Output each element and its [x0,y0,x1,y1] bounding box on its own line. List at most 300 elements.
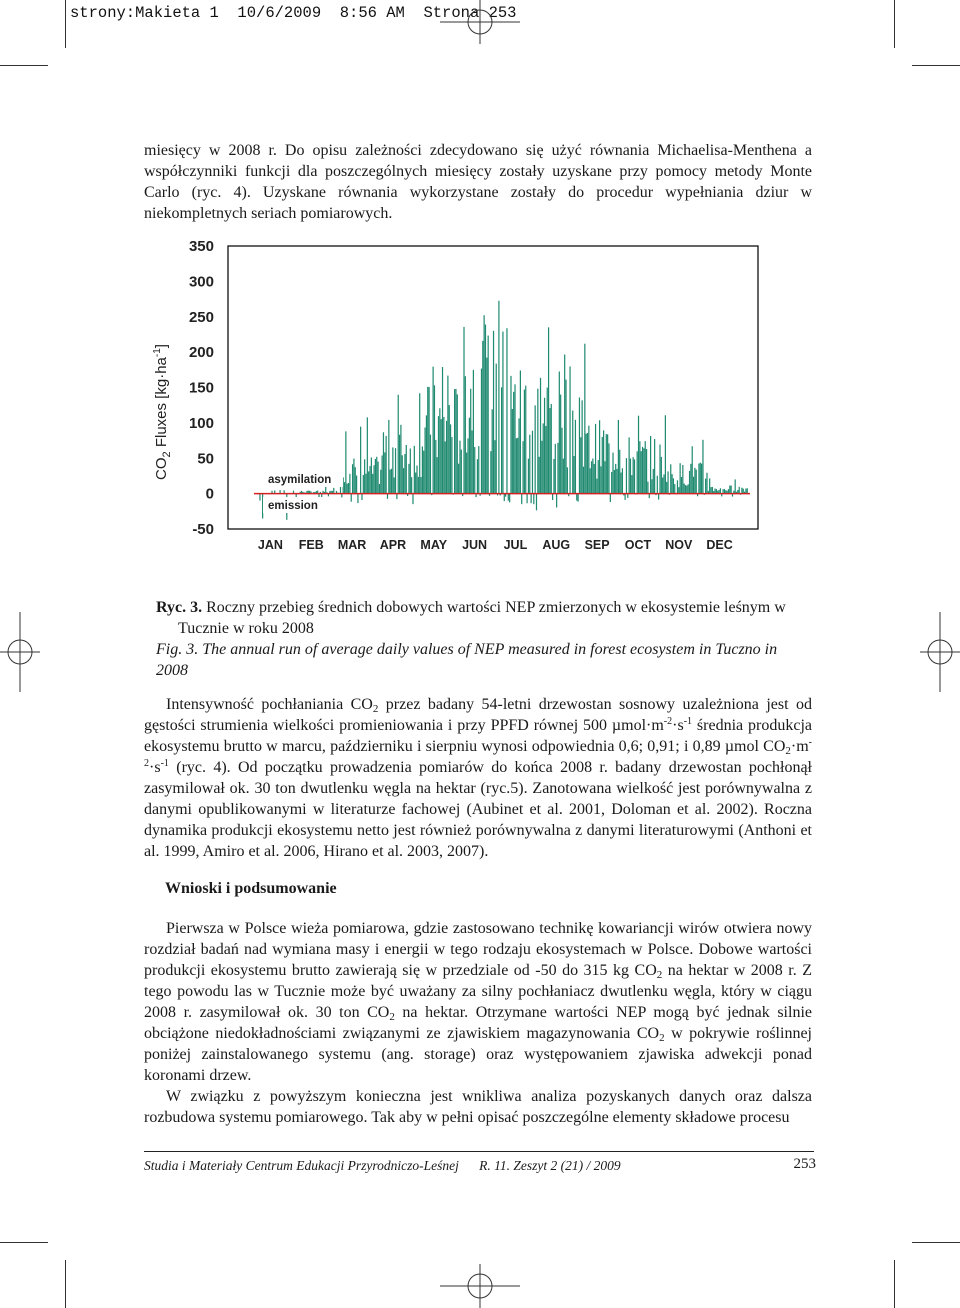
daily-bar [528,459,529,494]
x-tick-label: JUN [462,538,488,552]
daily-bar [461,450,462,494]
daily-bar [741,488,742,494]
daily-bar [665,415,666,493]
daily-bar [379,484,380,494]
daily-bar [663,474,664,493]
y-axis-title [152,344,173,480]
daily-bar [639,441,640,493]
y-axis-title-main: CO [153,457,170,480]
daily-bar [598,460,599,494]
daily-bar [457,394,458,493]
daily-bar [418,477,419,494]
daily-bar [430,435,431,494]
daily-bar [399,435,400,494]
daily-bar [710,487,711,494]
daily-bar [602,437,603,494]
daily-bar [624,494,625,500]
p2-sup-b1: -2 [663,716,673,727]
daily-bar [587,433,588,494]
daily-bar [445,441,446,493]
daily-bar [433,367,434,494]
daily-bar [380,470,381,494]
daily-bar [383,432,384,493]
daily-bar [510,376,511,494]
daily-bar [400,425,401,494]
daily-bar [473,370,474,494]
daily-bar [344,482,345,493]
daily-bar [536,494,537,511]
daily-bar [398,395,399,494]
daily-bar [595,424,596,494]
daily-bar [645,441,646,494]
p2-sub-a: 2 [372,703,379,715]
daily-bar [360,427,361,494]
daily-bar [357,494,358,503]
daily-bar [678,487,679,493]
daily-bar [677,480,678,493]
daily-bar [578,494,579,502]
daily-bar [449,405,450,494]
y-tick-label: 100 [188,414,214,432]
daily-bar [454,389,455,494]
daily-bar [404,454,405,494]
daily-bar [563,459,564,494]
daily-bar [607,434,608,493]
daily-bar [525,386,526,494]
daily-bar [559,372,560,494]
y-tick-label: -50 [192,521,214,538]
p2-part-d: (ryc. 4). Od początku prowadzenia pomiarów do końca 2008 r. badany drzewostan pochłonął zasymilował ok. 30 ton dwutlenku węgla na hektar (ryc.5). Zanotowana wielkość jest porównywalna z danymi opublikowanymi w literaturze fachowej (Aubinet et al. 2001, Doloman et al. 2002). Roczna dynamika produkcji ekosystemu netto jest również porównywalna z danymi literaturowymi (Anthoni et al. 1999, Amiro et al. 2006, Hirano et al. 2003, 2007). [144,759,812,860]
daily-bar [643,448,644,493]
p2-sup-c1: -2 [144,737,812,769]
x-tick-label: AUG [542,538,571,552]
daily-bar [686,486,687,494]
daily-bar [560,395,561,494]
daily-bar [653,469,654,494]
y-axis-title-sup: -1 [152,348,163,358]
p3-part-c: na hektar. Otrzymane wartości NEP mogą być jednak silnie obciążone niedokładnościami związanymi ze zjawiskiem magazynowania CO [144,1004,812,1042]
y-tick-label: 300 [188,273,214,291]
paragraph-conclusions-text [144,918,812,1086]
daily-bar [259,494,260,501]
x-tick-label: MAR [337,538,367,552]
paragraph-intro [144,140,812,224]
daily-bar [688,484,689,493]
p2-part-b-mid: ·s [672,717,684,734]
daily-bar [466,453,467,494]
daily-bar [537,389,538,494]
daily-bar [544,398,545,494]
daily-bar [583,467,584,494]
daily-bar [434,385,435,493]
daily-bar [575,420,576,494]
daily-bar [662,478,663,494]
daily-bar [463,327,464,494]
daily-bar [355,467,356,493]
daily-bar [496,364,497,494]
daily-bar [671,474,672,494]
daily-bar [637,451,638,493]
daily-bar [484,315,485,493]
daily-bar [604,461,605,493]
daily-bar [674,484,675,494]
daily-bar [414,446,415,494]
daily-bar [650,436,651,494]
daily-bar [377,462,378,494]
daily-bar [658,494,659,500]
y-tick-label: 0 [205,485,214,503]
registration-mark-top [440,0,520,44]
daily-bar [569,366,570,493]
daily-bar [467,438,468,493]
page-footer [144,1158,816,1174]
daily-bar [591,461,592,493]
daily-bar [492,409,493,493]
daily-bar [584,344,585,494]
daily-bar [564,355,565,494]
p3-sub-b: 2 [389,1011,395,1023]
y-tick-label: 50 [197,450,214,468]
p2-part-c3: ·s [149,759,161,776]
daily-bar [369,466,370,494]
daily-bar [747,488,748,493]
daily-bar [531,494,532,504]
caption-polish [156,597,812,639]
daily-bar [532,431,533,494]
daily-bar [391,469,392,494]
daily-bar [361,494,362,500]
daily-bar [548,327,549,493]
asymilation-label: asymilation [268,474,332,486]
daily-bar [513,392,514,494]
daily-bar [539,457,540,494]
daily-bar [612,453,613,494]
daily-bar [549,408,550,494]
p2-sup-c2: -1 [160,758,169,769]
y-axis-title-end: ] [153,344,170,349]
daily-bar [547,388,548,494]
daily-bar [395,448,396,493]
daily-bar [666,482,667,494]
daily-bar [620,473,621,494]
daily-bar [572,411,573,494]
daily-bar [689,471,690,494]
daily-bar [535,405,536,493]
daily-bar [412,494,413,504]
daily-bar [553,459,554,494]
daily-bar [616,469,617,494]
daily-bar [390,470,391,494]
daily-bar [478,446,479,493]
registration-mark-bottom [440,1264,520,1308]
daily-bar [502,332,503,494]
daily-bar [735,479,736,493]
daily-bar [520,370,521,493]
daily-bar [555,444,556,494]
daily-bar [408,464,409,494]
daily-bar [701,464,702,494]
daily-bar [692,446,693,493]
daily-bar [435,440,436,494]
y-tick-label: 150 [188,379,214,397]
daily-bar [630,459,631,494]
daily-bar [654,439,655,494]
daily-bar [673,478,674,493]
daily-bar [371,457,372,493]
daily-bar [518,418,519,493]
daily-bar [642,447,643,494]
section-heading: Wnioski i podsumowanie [165,880,337,897]
daily-bar [590,468,591,493]
daily-bar [506,328,507,493]
daily-bar [469,418,470,494]
x-tick-label: JAN [257,538,283,552]
crop-mark-top-right-h [912,65,960,66]
p2-part-b: przez badany 54-letni drzewostan sosnowy uzależniona jest od gęstości strumienia wielkości promieniowania i przy PPFD równej 500 µmol·m [144,696,812,734]
daily-bar [618,420,619,494]
daily-bar [470,389,471,494]
daily-bar [451,437,452,494]
daily-bar [498,301,499,494]
daily-bar [700,463,701,494]
daily-bar [477,459,478,493]
daily-bar [356,476,357,494]
p2-sup-b2: -1 [683,716,693,727]
daily-bar [622,468,623,493]
daily-bar [729,486,730,494]
daily-bar [394,477,395,493]
registration-mark-left [0,612,40,692]
daily-bar [345,431,346,493]
p2-part-c2: ·m [790,738,809,755]
daily-bar [606,434,607,493]
daily-bar [353,459,354,494]
daily-bar [410,448,411,493]
p2-part-a: Intensywność pochłaniania CO [166,696,373,713]
y-axis-title-rest: Fluxes [kg·ha [153,357,170,452]
daily-bar [490,451,491,494]
daily-bar [509,494,510,503]
daily-bar [465,376,466,493]
daily-bar [375,459,376,494]
daily-bar [592,458,593,493]
daily-bar [474,447,475,494]
daily-bar [586,434,587,494]
daily-bar [504,494,505,501]
daily-bar [443,417,444,494]
daily-bar [690,464,691,494]
daily-bar [419,393,420,493]
daily-bar [493,331,494,494]
daily-bar [382,456,383,494]
daily-bar [629,437,630,493]
daily-bar [396,494,397,500]
daily-bar [365,474,366,494]
daily-bar [411,477,412,493]
crop-mark-bottom-left [65,1260,66,1308]
emission-label: emission [268,500,318,512]
y-tick-label: 250 [188,308,214,326]
daily-bar [600,466,601,493]
daily-bar [501,387,502,493]
daily-bar [367,417,368,493]
daily-bar [406,445,407,494]
daily-bar [561,428,562,494]
x-tick-label: OCT [624,538,652,552]
daily-bar [626,458,627,494]
print-slug: strony:Makieta 1 10/6/2009 8:56 AM Strona 253 [70,4,517,22]
daily-bar [533,494,534,505]
daily-bar [667,471,668,493]
daily-bar [631,475,632,494]
daily-bar [684,484,685,494]
daily-bar [368,471,369,493]
caption-english-text: The annual run of average daily values of NEP measured in forest ecosystem in Tuczno in 2008 [156,641,778,679]
daily-bar [522,441,523,493]
daily-bar [596,479,597,494]
page-number: 253 [793,1156,816,1172]
x-tick-label: JUL [503,538,528,552]
daily-bar [427,387,428,494]
daily-bar [494,440,495,493]
daily-bar [392,447,393,493]
daily-bar [580,437,581,493]
daily-bar [325,487,326,494]
crop-mark-bottom-right [894,1260,895,1308]
daily-bar [441,419,442,493]
p3-part-b: na hektar w 2008 r. Z tego powodu las w Tucznie może być uważany za silny pochłaniacz dwutlenku węgla, który w ciągu 2008 r. zasymilował ok. 30 ton CO [144,962,812,1021]
daily-bar [576,494,577,501]
footer-journal: Studia i Materiały Centrum Edukacji Przyrodniczo-Leśnej R. 11. Zeszyt 2 (21) / 2009 [144,1158,621,1173]
daily-bar [661,457,662,494]
daily-bar [446,421,447,494]
daily-bar [646,449,647,494]
daily-bar [633,457,634,493]
p2-sub-c: 2 [785,745,791,757]
daily-bar [579,398,580,494]
daily-bar [482,341,483,494]
paragraph-results [144,694,812,862]
x-tick-label: FEB [298,538,324,552]
daily-bar [634,459,635,493]
daily-bar [386,436,387,494]
daily-bar [543,423,544,493]
daily-bar [529,435,530,494]
p3-part-a: Pierwsza w Polsce wieża pomiarowa, gdzie zastosowano technikę kowariancji wirów otwiera nowy rozdział badań nad wymiana masy i energii w tego rodzaju ekosystemach w Polsce. Dobowe wartości produkcji ekosystemu brutto zawierają się w przedziale od -50 do 315 kg CO [144,920,812,979]
daily-bar [670,464,671,493]
daily-bar [517,438,518,494]
daily-bar [347,484,348,494]
daily-bar [540,378,541,494]
paragraph-final-text: W związku z powyższym konieczna jest wnikliwa analiza pozyskanych danych oraz dalsza rozbudowa systemu pomiarowego. Tak aby w pełni opisać poszczególne elementy składowe procesu [144,1088,812,1126]
daily-bar [488,336,489,494]
daily-bar [582,400,583,493]
figure-caption [156,597,812,681]
daily-bar [442,367,443,494]
daily-bar [705,479,706,494]
daily-bar [565,380,566,494]
daily-bar [614,470,615,494]
daily-bar [516,438,517,493]
nep-annual-chart [140,232,770,562]
daily-bar [647,482,648,494]
p2-part-c: średnia produkcja ekosystemu brutto w marcu, październiku i sierpniu wynosi odpowiednia 0,6; 0,91; i 0,89 µmol CO [144,717,812,755]
caption-polish-text: Roczny przebieg średnich dobowych wartości NEP zmierzonych w ekosystemie leśnym w Tucznie w roku 2008 [178,599,786,637]
caption-english-label: Fig. 3. [156,641,199,658]
daily-bar [423,451,424,494]
paragraph-intro-text: miesięcy w 2008 r. Do opisu zależności zdecydowano się użyć równania Michaelisa-Menthena a współczynniki funkcji dla poszczególnych miesięcy zostały uzyskane przy pomocy metody Monte Carlo (ryc. 4). Uzyskane równania wykorzystane zostały do procedur wypełniania dziur w niekompletnych seriach pomiarowych. [144,142,812,222]
registration-mark-right [920,612,960,692]
paragraph-conclusions [144,918,812,1128]
daily-bar [739,487,740,494]
daily-bar [552,494,553,500]
daily-bar [486,358,487,494]
daily-bar [352,464,353,493]
paragraph-results-text [144,694,812,862]
daily-bar [403,468,404,493]
daily-bar [551,404,552,494]
daily-bar [694,468,695,494]
daily-bar [638,416,639,494]
daily-bar [573,456,574,494]
daily-bar [428,387,429,494]
p3-sub-c: 2 [659,1032,665,1044]
daily-bar [439,408,440,493]
daily-bar [709,478,710,493]
svg-text:CO2 Fluxes [kg·ha-1] [152,344,173,480]
daily-bar [373,465,374,493]
daily-bar [712,487,713,494]
daily-bar [603,430,604,493]
daily-bar [680,463,681,493]
daily-bar [363,475,364,494]
y-tick-label: 350 [188,238,214,255]
daily-bar [458,464,459,494]
daily-bar [333,488,334,494]
daily-bar [651,479,652,493]
crop-mark-top-left-h [0,65,48,66]
crop-mark-top-right [894,0,895,48]
daily-bar [459,441,460,494]
daily-bar [481,369,482,494]
daily-bar [619,450,620,494]
daily-bar [437,457,438,493]
x-tick-label: NOV [665,538,693,552]
footer-rule [144,1151,814,1152]
crop-mark-bottom-right-h [912,1242,960,1243]
daily-bar [450,424,451,493]
daily-bar [526,494,527,504]
daily-bar [426,415,427,493]
daily-bar [455,389,456,494]
p3-part-d: w pokrywie roślinnej poniżej zainstalowanego systemu (ang. storage) oraz występowaniem zjawiska adwekcji ponad koronami drzew. [144,1025,812,1084]
daily-bar [731,486,732,494]
y-axis-title-sub: 2 [161,451,173,458]
x-tick-label: DEC [706,538,733,552]
daily-bar [348,483,349,494]
daily-bar [415,473,416,494]
daily-bar [706,473,707,494]
daily-bar [556,494,557,508]
daily-bar [567,467,568,493]
daily-bar [372,474,373,494]
daily-bar [351,494,352,502]
p3-sub-a: 2 [656,969,663,981]
daily-bar [698,464,699,494]
daily-bar [422,446,423,493]
daily-bar [608,443,609,493]
daily-bar [376,457,377,494]
